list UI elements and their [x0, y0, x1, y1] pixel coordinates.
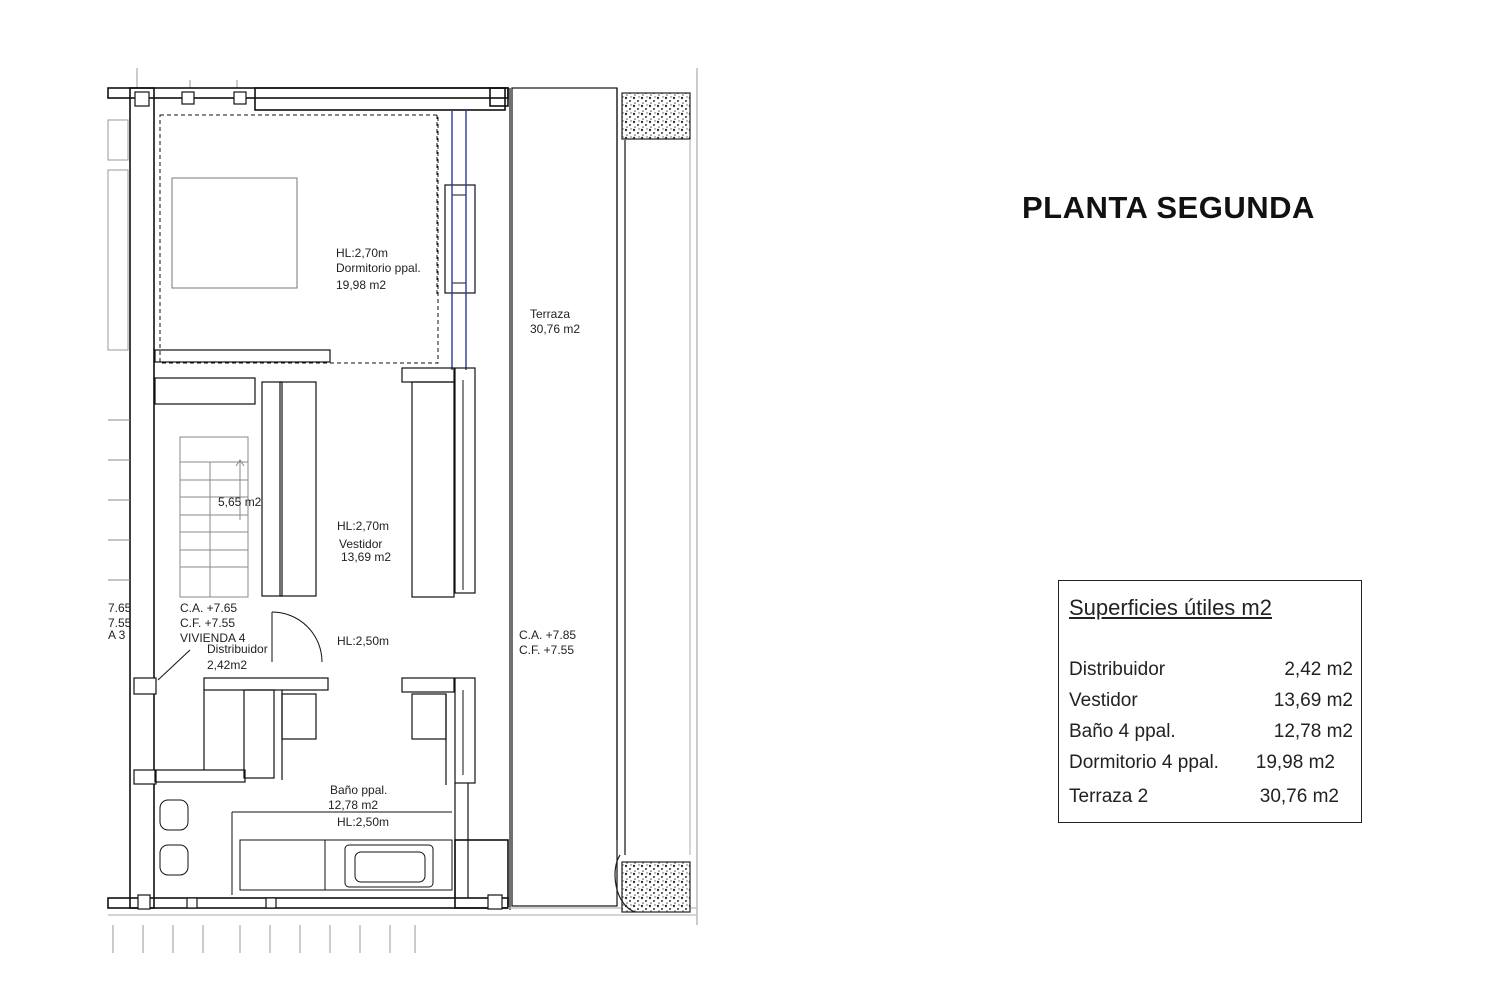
- terrace-area: 30,76 m2: [530, 322, 581, 336]
- bedroom-area: 19,98 m2: [336, 278, 387, 292]
- vivienda-label: VIVIENDA 4: [180, 631, 246, 645]
- cf-left: C.F. +7.55: [180, 616, 236, 630]
- bath-name: Baño ppal.: [330, 783, 388, 797]
- bottom-ticks: [113, 925, 415, 953]
- bedroom-outline: [160, 115, 438, 363]
- table-row: [1069, 786, 1353, 812]
- vestidor-area: 13,69 m2: [341, 550, 392, 564]
- edge-label-3: A 3: [108, 628, 126, 642]
- row-name: Dormitorio 4 ppal.: [1069, 752, 1219, 773]
- edge-label-2: 7.55: [108, 616, 132, 630]
- table-row: [1069, 659, 1353, 685]
- table-row: [1069, 690, 1353, 716]
- bathroom-fixtures: [160, 800, 452, 895]
- row-value: 2,42 m2: [1284, 659, 1353, 680]
- edge-label-1: 7.65: [108, 601, 132, 615]
- area-table-heading: Superficies útiles m2: [1069, 595, 1272, 620]
- planter-bottom: [622, 862, 690, 912]
- vestidor-hl: HL:2,70m: [337, 519, 390, 533]
- window-wall: [445, 110, 475, 898]
- row-value: 13,69 m2: [1273, 690, 1353, 711]
- row-value: 12,78 m2: [1273, 721, 1353, 742]
- row-name: Vestidor: [1069, 690, 1138, 711]
- columns: [134, 92, 502, 909]
- table-row: [1069, 721, 1353, 747]
- bath-area: 12,78 m2: [328, 798, 379, 812]
- bath-hl: HL:2,50m: [337, 815, 390, 829]
- vestidor-name: Vestidor: [339, 537, 383, 551]
- area-table: [1058, 580, 1362, 823]
- bedroom-name: Dormitorio ppal.: [336, 261, 421, 275]
- cf-right: C.F. +7.55: [519, 643, 575, 657]
- row-name: Terraza 2: [1069, 786, 1149, 807]
- page-title: PLANTA SEGUNDA: [1022, 190, 1315, 225]
- row-value: 30,76 m2: [1259, 786, 1339, 807]
- table-row: [1069, 752, 1353, 778]
- row-value: 19,98 m2: [1255, 752, 1335, 773]
- ca-right: C.A. +7.85: [519, 628, 577, 642]
- terrace-outline: [108, 88, 697, 915]
- exterior-walls: [108, 88, 508, 908]
- stair-area: 5,65 m2: [218, 495, 262, 509]
- terrace-name: Terraza: [530, 307, 571, 321]
- dist-hl: HL:2,50m: [337, 634, 390, 648]
- dist-area: 2,42m2: [207, 658, 248, 672]
- row-name: Baño 4 ppal.: [1069, 721, 1176, 742]
- row-name: Distribuidor: [1069, 659, 1166, 680]
- bedroom-hl: HL:2,70m: [336, 246, 389, 260]
- dist-name: Distribuidor: [207, 642, 268, 656]
- bed: [172, 178, 297, 288]
- ca-left: C.A. +7.65: [180, 601, 238, 615]
- planter-top: [622, 93, 690, 139]
